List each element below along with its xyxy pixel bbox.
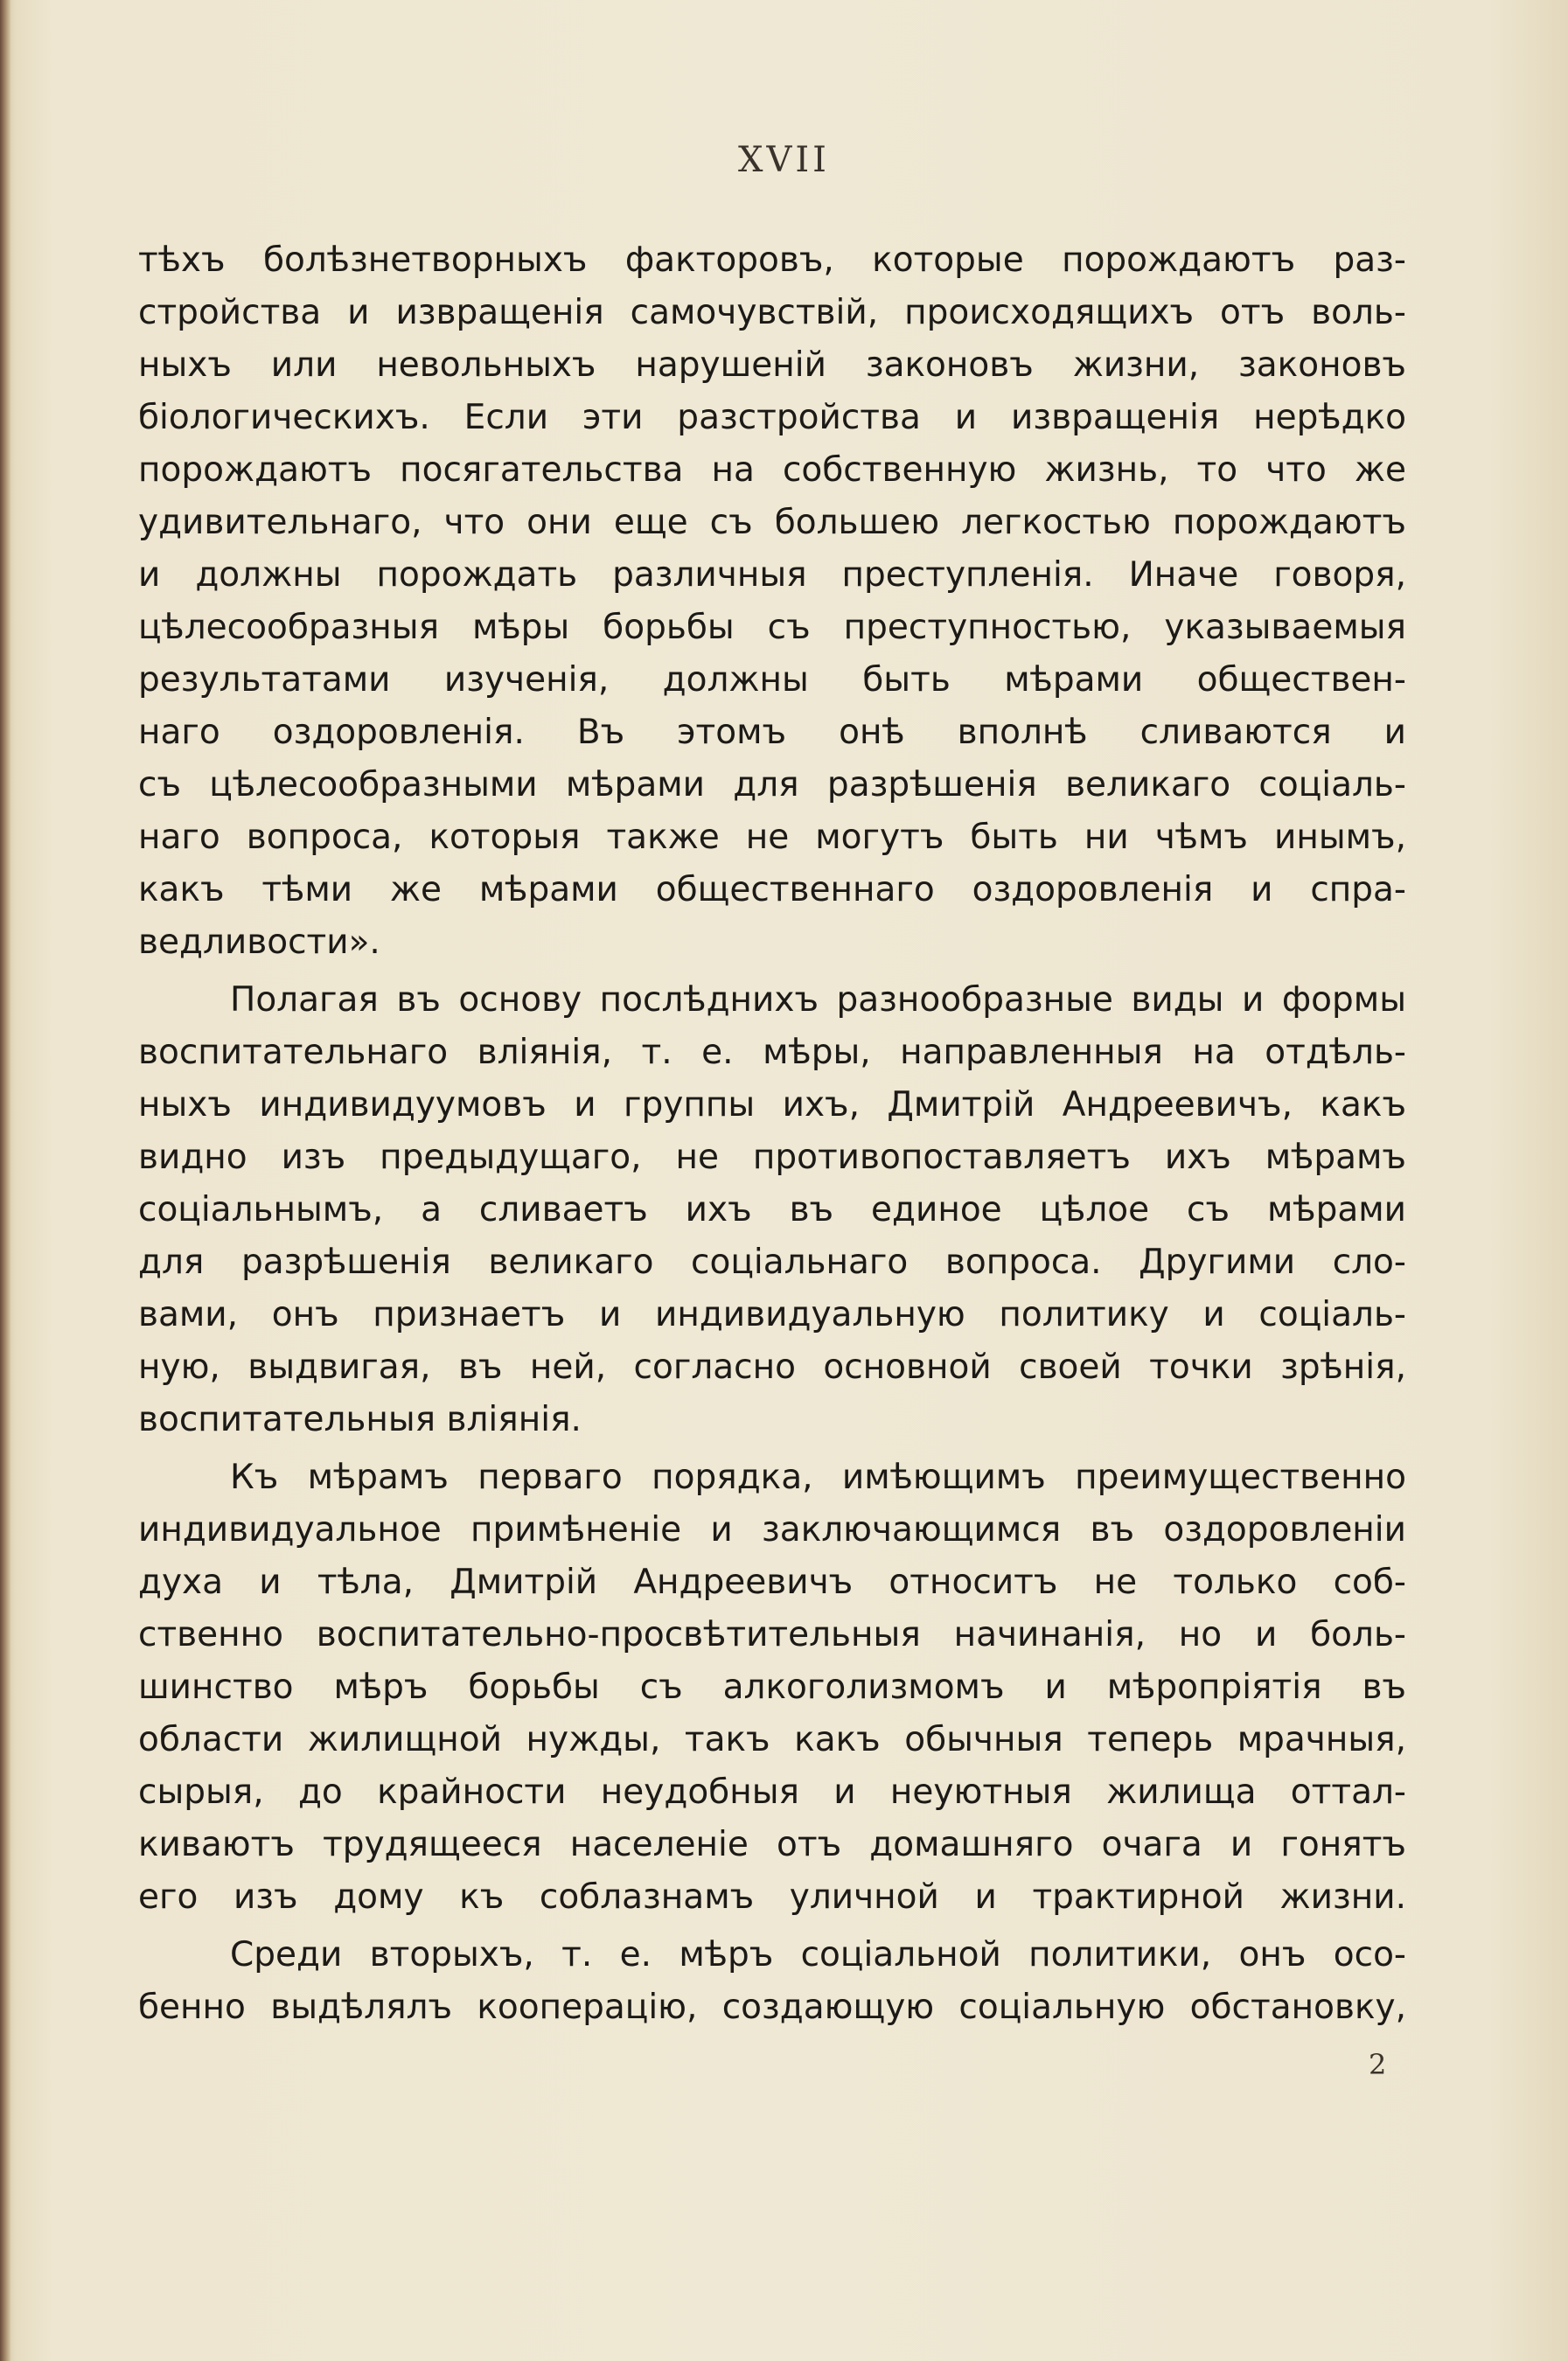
text-line: его изъ дому къ соблазнамъ уличной и трактирной жизни. <box>138 1877 1406 1917</box>
paragraph <box>138 1929 1406 2034</box>
text-line: результатами изученія, должны быть мѣрами обществен- <box>138 660 1406 700</box>
text-line: шинство мѣръ борьбы съ алкоголизмомъ и мѣропріятія въ <box>138 1668 1406 1707</box>
paragraph <box>138 234 1406 969</box>
text-line: области жилищной нужды, такъ какъ обычныя теперь мрачныя, <box>138 1720 1406 1759</box>
text-line: цѣлесообразныя мѣры борьбы съ преступностью, указываемыя <box>138 608 1406 647</box>
text-line: киваютъ трудящееся населеніе отъ домашняго очага и гонятъ <box>138 1825 1406 1864</box>
text-line: видно изъ предыдущаго, не противопоставляетъ ихъ мѣрамъ <box>138 1138 1406 1177</box>
text-line: воспитательнаго вліянія, т. е. мѣры, направленныя на отдѣль- <box>138 1033 1406 1072</box>
text-line: біологическихъ. Если эти разстройства и извращенія нерѣдко <box>138 398 1406 437</box>
text-line: и должны порождать различныя преступленія. Иначе говоря, <box>138 555 1406 595</box>
text-line: духа и тѣла, Дмитрій Андреевичъ относитъ не только соб- <box>138 1563 1406 1602</box>
text-line: Полагая въ основу послѣднихъ разнообразные виды и формы <box>230 980 1406 1020</box>
text-line: ныхъ или невольныхъ нарушеній законовъ жизни, законовъ <box>138 345 1406 385</box>
text-line: Къ мѣрамъ перваго порядка, имѣющимъ преимущественно <box>230 1458 1406 1497</box>
signature-mark: 2 <box>1369 2048 1387 2081</box>
text-line: стройства и извращенія самочувствій, происходящихъ отъ воль- <box>138 293 1406 332</box>
text-line: вами, онъ признаетъ и индивидуальную политику и соціаль- <box>138 1295 1406 1334</box>
text-line: тѣхъ болѣзнетворныхъ факторовъ, которые порождаютъ раз- <box>138 240 1406 280</box>
text-line: порождаютъ посягательства на собственную жизнь, то что же <box>138 450 1406 490</box>
text-line: воспитательныя вліянія. <box>138 1400 582 1439</box>
text-line: съ цѣлесообразными мѣрами для разрѣшенія великаго соціаль- <box>138 765 1406 804</box>
page-binding-edge <box>0 0 10 2361</box>
text-line: сырыя, до крайности неудобныя и неуютныя жилища оттал- <box>138 1772 1406 1812</box>
paragraph <box>138 1452 1406 1924</box>
text-line: бенно выдѣлялъ кооперацію, создающую соціальную обстановку, <box>138 1988 1406 2027</box>
text-line: наго оздоровленія. Въ этомъ онѣ вполнѣ сливаются и <box>138 713 1406 752</box>
text-line: для разрѣшенія великаго соціальнаго вопроса. Другими сло- <box>138 1243 1406 1282</box>
text-line: удивительнаго, что они еще съ большею легкостью порождаютъ <box>138 503 1406 542</box>
text-line: Среди вторыхъ, т. е. мѣръ соціальной политики, онъ осо- <box>230 1935 1406 1974</box>
text-line: ную, выдвигая, въ ней, согласно основной своей точки зрѣнія, <box>138 1348 1406 1387</box>
text-line: ныхъ индивидуумовъ и группы ихъ, Дмитрій Андреевичъ, какъ <box>138 1085 1406 1125</box>
text-line: ственно воспитательно-просвѣтительныя начинанія, но и боль- <box>138 1615 1406 1654</box>
page-body-text <box>138 234 1406 2039</box>
text-line: соціальнымъ, а сливаетъ ихъ въ единое цѣлое съ мѣрами <box>138 1190 1406 1229</box>
text-line: наго вопроса, которыя также не могутъ быть ни чѣмъ инымъ, <box>138 818 1406 857</box>
page-header-numeral: XVII <box>738 140 830 180</box>
text-line: какъ тѣми же мѣрами общественнаго оздоровленія и спра- <box>138 870 1406 909</box>
text-line: ведливости». <box>138 923 380 962</box>
paragraph <box>138 974 1406 1446</box>
text-line: индивидуальное примѣненіе и заключающимся въ оздоровленіи <box>138 1510 1406 1550</box>
